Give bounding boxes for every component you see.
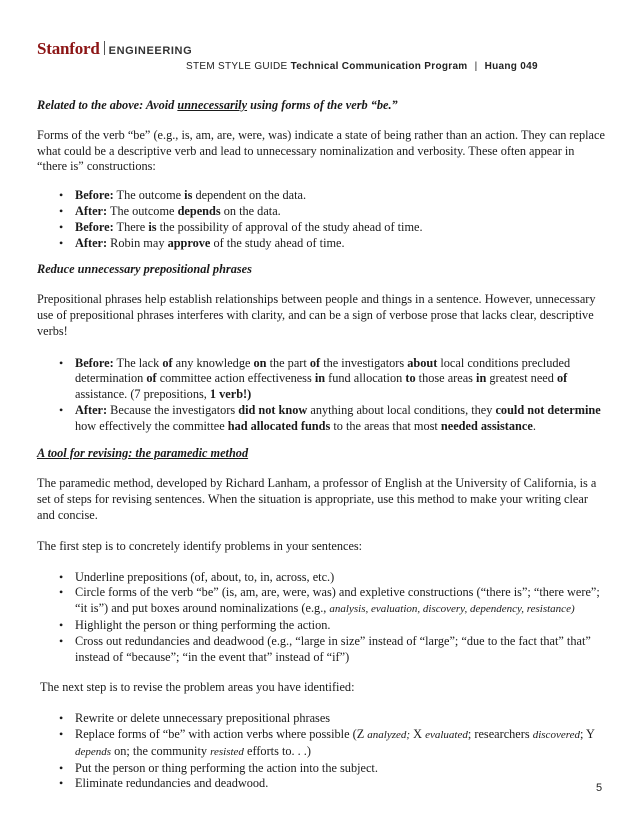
list-text: ; Y — [579, 726, 595, 741]
list-item: • Put the person or thing performing the action into the subject. — [75, 761, 605, 777]
list-text: X — [410, 726, 426, 741]
list-italic-examples: analysis, evaluation, discovery, dependency, resistance) — [329, 603, 575, 616]
header-separator: | — [474, 61, 478, 72]
header-program: Technical Communication Program — [290, 61, 468, 72]
list-item — [75, 188, 605, 204]
example-label: After: — [75, 402, 108, 417]
italic-verb: discovered — [532, 728, 580, 741]
example-text: any knowledge — [172, 355, 254, 370]
paragraph-prepositional-phrases: Prepositional phrases help establish relationships between people and things in a sentence. However, unnecessary use of prepositional phrases interferes with clarity, and can be a sign of verbose prose that lacks clear, descriptive verbs! — [37, 292, 596, 338]
paragraph-paramedic-method: The paramedic method, developed by Richard Lanham, a professor of English at the University of California, is a set of steps for revising sentences. When the situation is appropriate, use this method to make your writing clear and concise. — [37, 476, 597, 522]
list-item — [75, 585, 605, 618]
be-verb-examples-list — [37, 188, 605, 251]
example-text: local conditions precluded determination — [75, 355, 571, 386]
example-text: Robin may — [107, 235, 168, 250]
logo-divider — [104, 41, 105, 55]
example-verb: approve — [167, 235, 211, 250]
identify-steps-list — [37, 570, 605, 666]
preposition: of — [556, 371, 568, 386]
example-text: those areas — [415, 371, 477, 386]
example-text: The outcome — [113, 188, 185, 203]
paragraph-be-verbs: Forms of the verb “be” (e.g., is, am, are, were, was) indicate a state of being rather than an action. They can replace what could be a descriptive verb and lead to unnecessary nominalization and verbosity. These often appear in “there is” constructions: — [37, 127, 605, 174]
preposition: in — [314, 371, 326, 386]
example-text: the possibility of approval of the study ahead of time. — [156, 219, 423, 234]
section-heading-paramedic-method — [37, 446, 605, 462]
section-heading-be-verbs — [37, 98, 605, 114]
paragraph-next-step: The next step is to revise the problem areas you have identified: — [40, 680, 355, 695]
example-verb: depends — [177, 203, 221, 218]
example-text: The lack — [113, 355, 163, 370]
prepositional-examples-list — [37, 356, 605, 435]
example-text: Because the investigators — [107, 402, 239, 417]
example-verb: is — [148, 219, 157, 234]
logo-engineering-text: ENGINEERING — [108, 45, 193, 57]
action-verb: did not know — [238, 402, 308, 417]
list-text: Replace forms of “be” with action verbs where possible (Z — [75, 726, 368, 741]
example-text: of the study ahead of time. — [210, 235, 345, 250]
running-header — [186, 61, 538, 72]
example-text: . — [532, 418, 536, 433]
list-item — [75, 356, 605, 403]
action-verb: had allocated funds — [227, 418, 331, 433]
heading-underlined-text: A tool for revising: the paramedic method — [37, 445, 249, 460]
logo-stanford-text: Stanford — [37, 39, 100, 58]
example-text: anything about local conditions, they — [307, 402, 496, 417]
example-text: There — [113, 219, 149, 234]
list-item — [75, 403, 605, 435]
list-text: on; the community — [111, 743, 211, 758]
preposition: in — [476, 371, 487, 386]
example-text: dependent on the data. — [192, 188, 307, 203]
example-text: greatest need — [486, 371, 557, 386]
example-label: Before: — [75, 188, 114, 203]
example-text: committee action effectiveness — [156, 371, 315, 386]
list-item: • Underline prepositions (of, about, to, in, across, etc.) — [75, 570, 605, 586]
heading-part: using forms of the verb “be.” — [247, 98, 398, 112]
list-text: efforts to. . .) — [243, 743, 311, 758]
example-text: the part — [266, 355, 310, 370]
italic-verb: evaluated — [425, 728, 468, 741]
preposition: of — [162, 355, 173, 370]
example-text: assistance. (7 prepositions, — [75, 387, 210, 402]
list-item: • Eliminate redundancies and deadwood. — [75, 776, 605, 792]
preposition: about — [407, 355, 438, 370]
example-verb: is — [184, 188, 193, 203]
example-text: how effectively the committee — [75, 418, 228, 433]
header-guide: STEM STYLE GUIDE — [186, 61, 288, 72]
example-text: The outcome — [107, 203, 178, 218]
list-item — [75, 236, 605, 252]
example-label: Before: — [75, 355, 114, 370]
heading-underlined-word: unnecessarily — [177, 98, 248, 112]
preposition: on — [253, 355, 267, 370]
list-item — [75, 727, 605, 761]
example-text: on the data. — [220, 203, 281, 218]
action-verb: could not determine — [495, 402, 601, 417]
preposition: of — [309, 355, 321, 370]
list-item — [75, 204, 605, 220]
example-text: fund allocation — [325, 371, 406, 386]
list-item — [75, 220, 605, 236]
list-text: ; researchers — [467, 726, 533, 741]
document-body — [37, 98, 605, 792]
heading-part: Related to the above: Avoid — [37, 98, 178, 112]
example-label: Before: — [75, 219, 114, 234]
action-verb: needed assistance — [440, 418, 533, 433]
list-item: • Rewrite or delete unnecessary prepositional phrases — [75, 711, 605, 727]
example-text: to the areas that most — [330, 418, 441, 433]
italic-verb: resisted — [210, 745, 244, 758]
revise-steps-list — [37, 711, 605, 792]
page-number: 5 — [596, 782, 603, 794]
stanford-engineering-logo — [37, 39, 192, 59]
header-course: Huang 049 — [484, 61, 538, 72]
preposition: to — [405, 371, 416, 386]
italic-verb: depends — [75, 745, 112, 758]
verb-count: 1 verb!) — [209, 387, 252, 402]
list-item: • Cross out redundancies and deadwood (e.g., “large in size” instead of “large”; “due to the fact that” that” instead of “because”; “in the event that” instead of “if”) — [75, 634, 605, 666]
list-text: Circle forms of the verb “be” (is, am, are, were, was) and expletive constructions (“there is”; “there were”; “it is”) and put boxes around nominalizations (e.g., — [75, 585, 600, 616]
list-item: • Highlight the person or thing performing the action. — [75, 618, 605, 634]
paragraph-first-step: The first step is to concretely identify problems in your sentences: — [37, 538, 363, 553]
section-heading-prepositional-phrases: Reduce unnecessary prepositional phrases — [37, 262, 252, 277]
italic-verb: analyzed; — [367, 728, 411, 741]
example-label: After: — [75, 235, 108, 250]
example-label: After: — [75, 203, 108, 218]
example-text: the investigators — [320, 355, 408, 370]
preposition: of — [146, 371, 157, 386]
